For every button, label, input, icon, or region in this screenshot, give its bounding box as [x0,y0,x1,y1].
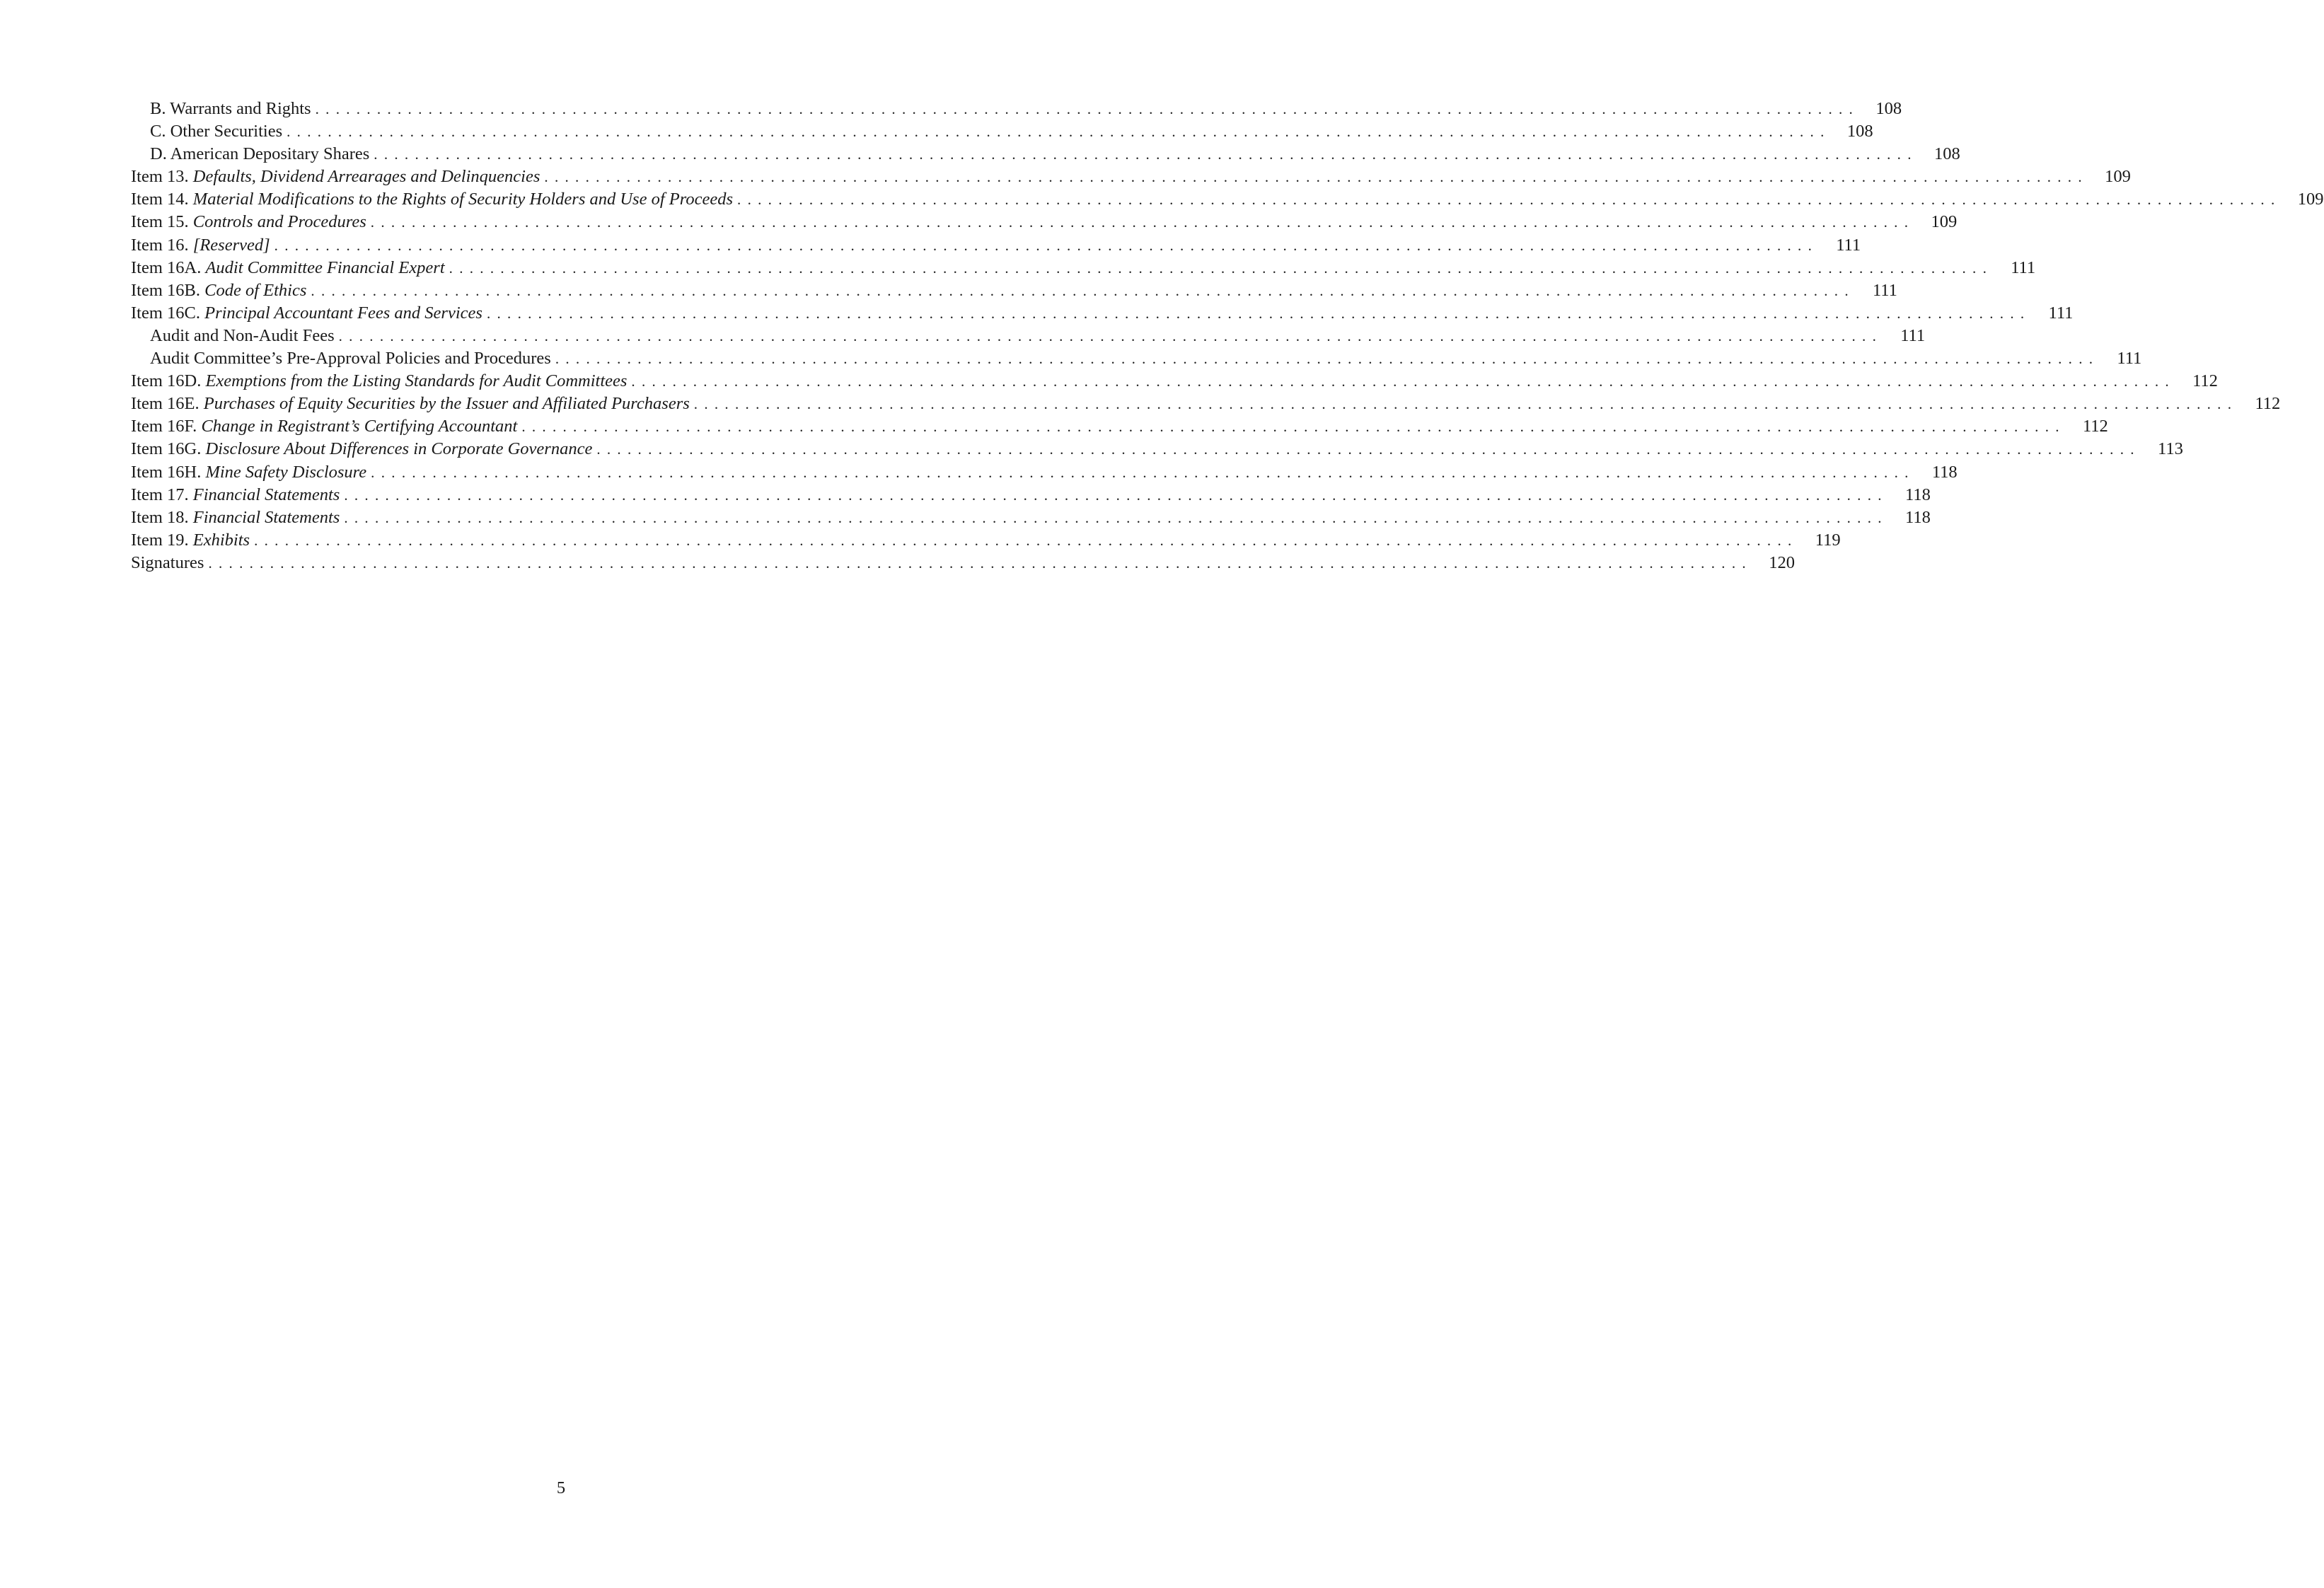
toc-entry-page: 119 [1815,530,1841,550]
toc-entry-page: 112 [2255,394,2281,414]
dot-leader: ...................................................................................................................................................... [631,373,2175,390]
toc-entry-label [131,325,339,347]
toc-entry[interactable] [131,325,1926,347]
toc-entry-prefix: Item 19. [131,530,189,550]
toc-entry-prefix: Item 13. [131,167,189,187]
toc-entry-title: Material Modifications to the Rights of Security Holders and Use of Proceeds [192,190,734,209]
toc-entry-prefix: Item 16H. [131,462,202,482]
toc-entry-page: 108 [1934,144,1960,164]
dot-leader: ...................................................................................................................................................... [344,509,1888,526]
dot-leader: ...................................................................................................................................................... [311,282,1855,299]
toc-entry[interactable] [131,415,2108,438]
toc-entry-page: 118 [1931,462,1958,482]
toc-entry-page: 108 [1875,99,1902,118]
dot-leader: ...................................................................................................................................................... [596,441,2141,458]
toc-entry-label [131,529,254,552]
toc-entry-prefix: Item 16A. [131,257,202,277]
toc-entry-prefix: Item 16D. [131,371,202,391]
dot-leader: ...................................................................................................................................................... [287,123,1831,141]
toc-entry-label [131,279,311,302]
toc-entry-prefix: D. [150,144,167,164]
dot-leader: ...................................................................................................................................................... [555,350,2100,368]
toc-entry-prefix: Item 16B. [131,280,200,300]
toc-entry-page: 109 [2297,190,2324,209]
toc-entry-title: American Depositary Shares [170,144,370,164]
toc-entry-page: 109 [2105,167,2131,187]
toc-entry[interactable] [131,120,1873,143]
toc-entry-title: Other Securities [170,122,283,141]
toc-entry[interactable] [131,143,1960,166]
toc-entry-page: 113 [2157,439,2183,459]
toc-entry-page: 112 [2082,417,2108,436]
toc-entry-page: 120 [1769,552,1795,572]
toc-entry-label [131,302,487,325]
toc-entry-label [131,98,316,120]
toc-entry[interactable] [131,257,2036,279]
toc-entry-page: 111 [1872,280,1897,300]
toc-entry-page: 109 [1931,212,1958,232]
toc-entry-label [131,461,371,484]
toc-entry-label [131,188,737,211]
toc-entry-page: 111 [2048,303,2074,323]
toc-entry-label [131,347,555,370]
toc-entry-prefix: Item 14. [131,190,189,209]
toc-entry[interactable] [131,188,2324,211]
dot-leader: ...................................................................................................................................................... [274,236,1819,254]
dot-leader: ...................................................................................................................................................... [486,304,2031,322]
toc-entry-page: 108 [1846,122,1873,141]
toc-entry-label [131,552,208,574]
toc-entry[interactable] [131,438,2183,460]
page-number: 5 [556,1478,566,1497]
toc-entry-label [131,166,544,188]
toc-entry-label [131,393,694,415]
toc-entry-title: Signatures [131,552,204,572]
toc-entry-title: Controls and Procedures [192,212,366,232]
toc-entry-title: Warrants and Rights [170,99,311,118]
toc-entry-title: Defaults, Dividend Arrearages and Delinquencies [192,167,540,187]
toc-entry[interactable] [131,234,1861,257]
toc-entry[interactable] [131,461,1958,484]
dot-leader: ...................................................................................................................................................... [315,100,1860,117]
toc-entry-page: 111 [2117,349,2142,369]
toc-entry-page: 111 [2011,257,2036,277]
toc-entry[interactable] [131,529,1841,552]
table-of-contents [131,98,2324,574]
toc-entry-page: 118 [1904,507,1931,527]
toc-entry-prefix: Item 16. [131,235,189,255]
dot-leader: ...................................................................................................................................................... [208,554,1752,572]
toc-entry-prefix: C. [150,122,166,141]
toc-entry-page: 112 [2192,371,2218,391]
toc-entry-label [131,370,631,393]
toc-entry[interactable] [131,393,2281,415]
dot-leader: ...................................................................................................................................................... [344,486,1888,504]
toc-entry-title: Purchases of Equity Securities by the Issuer and Affiliated Purchasers [203,394,690,414]
toc-entry-title: Audit and Non-Audit Fees [150,325,335,345]
toc-entry-prefix: Item 16E. [131,394,200,414]
toc-entry[interactable] [131,370,2218,393]
toc-entry-title: Financial Statements [192,485,340,504]
toc-entry-prefix: Item 16F. [131,417,197,436]
toc-entry-prefix: Item 17. [131,485,189,504]
toc-entry-label [131,211,371,233]
dot-leader: ...................................................................................................................................................... [544,168,2088,186]
toc-entry-label [131,506,344,529]
toc-entry-page: 111 [1900,325,1926,345]
dot-leader: ...................................................................................................................................................... [449,259,1994,277]
toc-entry-prefix: Item 18. [131,507,189,527]
dot-leader: ...................................................................................................................................................... [371,463,1915,481]
toc-entry[interactable] [131,484,1931,506]
toc-entry[interactable] [131,211,1958,233]
toc-entry[interactable] [131,347,2142,370]
toc-entry-prefix: B. [150,99,166,118]
dot-leader: ...................................................................................................................................................... [521,418,2066,436]
toc-entry-title: Code of Ethics [204,280,307,300]
toc-entry-page: 118 [1904,485,1931,504]
toc-entry-prefix: Item 16G. [131,439,202,459]
toc-entry-label [131,234,274,257]
toc-entry-title: Exhibits [192,530,250,550]
toc-entry-prefix: Item 15. [131,212,189,232]
toc-entry[interactable] [131,166,2131,188]
toc-entry[interactable] [131,302,2074,325]
dot-leader: ...................................................................................................................................................... [374,146,1918,163]
dot-leader: ...................................................................................................................................................... [254,531,1798,549]
toc-entry[interactable] [131,279,1897,302]
toc-entry-title: Exemptions from the Listing Standards for Audit Committees [205,371,628,391]
toc-entry-page: 111 [1836,235,1861,255]
toc-entry-title: Disclosure About Differences in Corporate Governance [205,439,593,459]
toc-entry-label [131,120,287,143]
toc-entry-title: Change in Registrant’s Certifying Accountant [201,417,518,436]
toc-entry-title: [Reserved] [192,235,270,255]
toc-entry[interactable] [131,552,1795,574]
dot-leader: ...................................................................................................................................................... [693,395,2238,413]
toc-entry-label [131,143,374,166]
toc-entry-title: Audit Committee’s Pre-Approval Policies and Procedures [150,349,551,369]
toc-entry-prefix: Item 16C. [131,303,200,323]
toc-entry-title: Principal Accountant Fees and Services [204,303,482,323]
toc-entry[interactable] [131,98,1902,120]
toc-entry-title: Financial Statements [192,507,340,527]
toc-entry-label [131,257,449,279]
dot-leader: ...................................................................................................................................................... [338,327,1883,344]
dot-leader: ...................................................................................................................................................... [370,214,1915,231]
toc-entry-label [131,438,596,460]
toc-entry-title: Audit Committee Financial Expert [205,257,445,277]
toc-entry-label [131,484,344,506]
toc-entry-title: Mine Safety Disclosure [205,462,367,482]
toc-entry-label [131,415,521,438]
dot-leader: ...................................................................................................................................................... [737,191,2282,209]
toc-entry[interactable] [131,506,1931,529]
